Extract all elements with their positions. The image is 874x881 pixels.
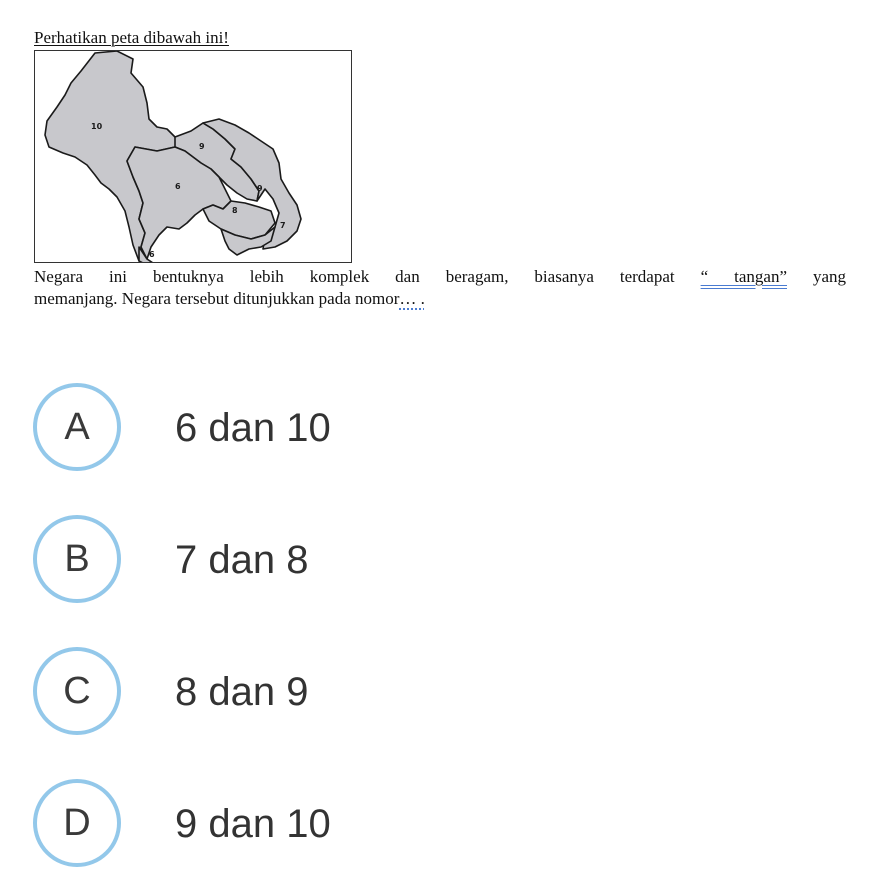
option-d-letter: D bbox=[63, 802, 91, 844]
question-text-part: yang bbox=[787, 267, 847, 286]
question-block bbox=[34, 28, 847, 308]
question-text bbox=[34, 266, 846, 310]
option-d[interactable] bbox=[33, 779, 733, 875]
option-a-circle[interactable] bbox=[33, 383, 121, 471]
map-svg bbox=[35, 51, 352, 263]
option-a-letter: A bbox=[64, 406, 90, 448]
option-b-letter: B bbox=[64, 538, 90, 580]
map-label-9-east: 9 bbox=[257, 184, 263, 193]
map-region-8 bbox=[203, 201, 275, 239]
question-line-1 bbox=[34, 266, 846, 288]
question-line-2 bbox=[34, 288, 846, 310]
answer-blank: … . bbox=[399, 289, 425, 308]
option-d-text: 9 dan 10 bbox=[175, 802, 331, 846]
map-label-7: 7 bbox=[280, 221, 286, 230]
option-b[interactable] bbox=[33, 515, 733, 611]
map-label-8: 8 bbox=[232, 206, 238, 215]
map-label-6-central: 6 bbox=[175, 182, 181, 191]
option-c-letter: C bbox=[63, 670, 91, 712]
option-c-circle[interactable] bbox=[33, 647, 121, 735]
option-b-circle[interactable] bbox=[33, 515, 121, 603]
map-label-10: 10 bbox=[91, 122, 103, 131]
option-b-text: 7 dan 8 bbox=[175, 538, 309, 582]
option-a[interactable] bbox=[33, 383, 733, 479]
map-label-6-south: 6 bbox=[149, 250, 155, 259]
option-a-text: 6 dan 10 bbox=[175, 406, 331, 450]
question-text-part: Negara ini bentuknya lebih komplek dan beragam, biasanya terdapat bbox=[34, 267, 701, 286]
question-text-part: memanjang. Negara tersebut ditunjukkan pada nomor bbox=[34, 289, 400, 308]
southeast-asia-map bbox=[34, 50, 352, 263]
highlighted-word-tangan: “ tangan” bbox=[700, 267, 787, 286]
option-d-circle[interactable] bbox=[33, 779, 121, 867]
option-c[interactable] bbox=[33, 647, 733, 743]
option-c-text: 8 dan 9 bbox=[175, 670, 309, 714]
question-instruction: Perhatikan peta dibawah ini! bbox=[34, 28, 229, 47]
map-label-9-north: 9 bbox=[199, 142, 205, 151]
